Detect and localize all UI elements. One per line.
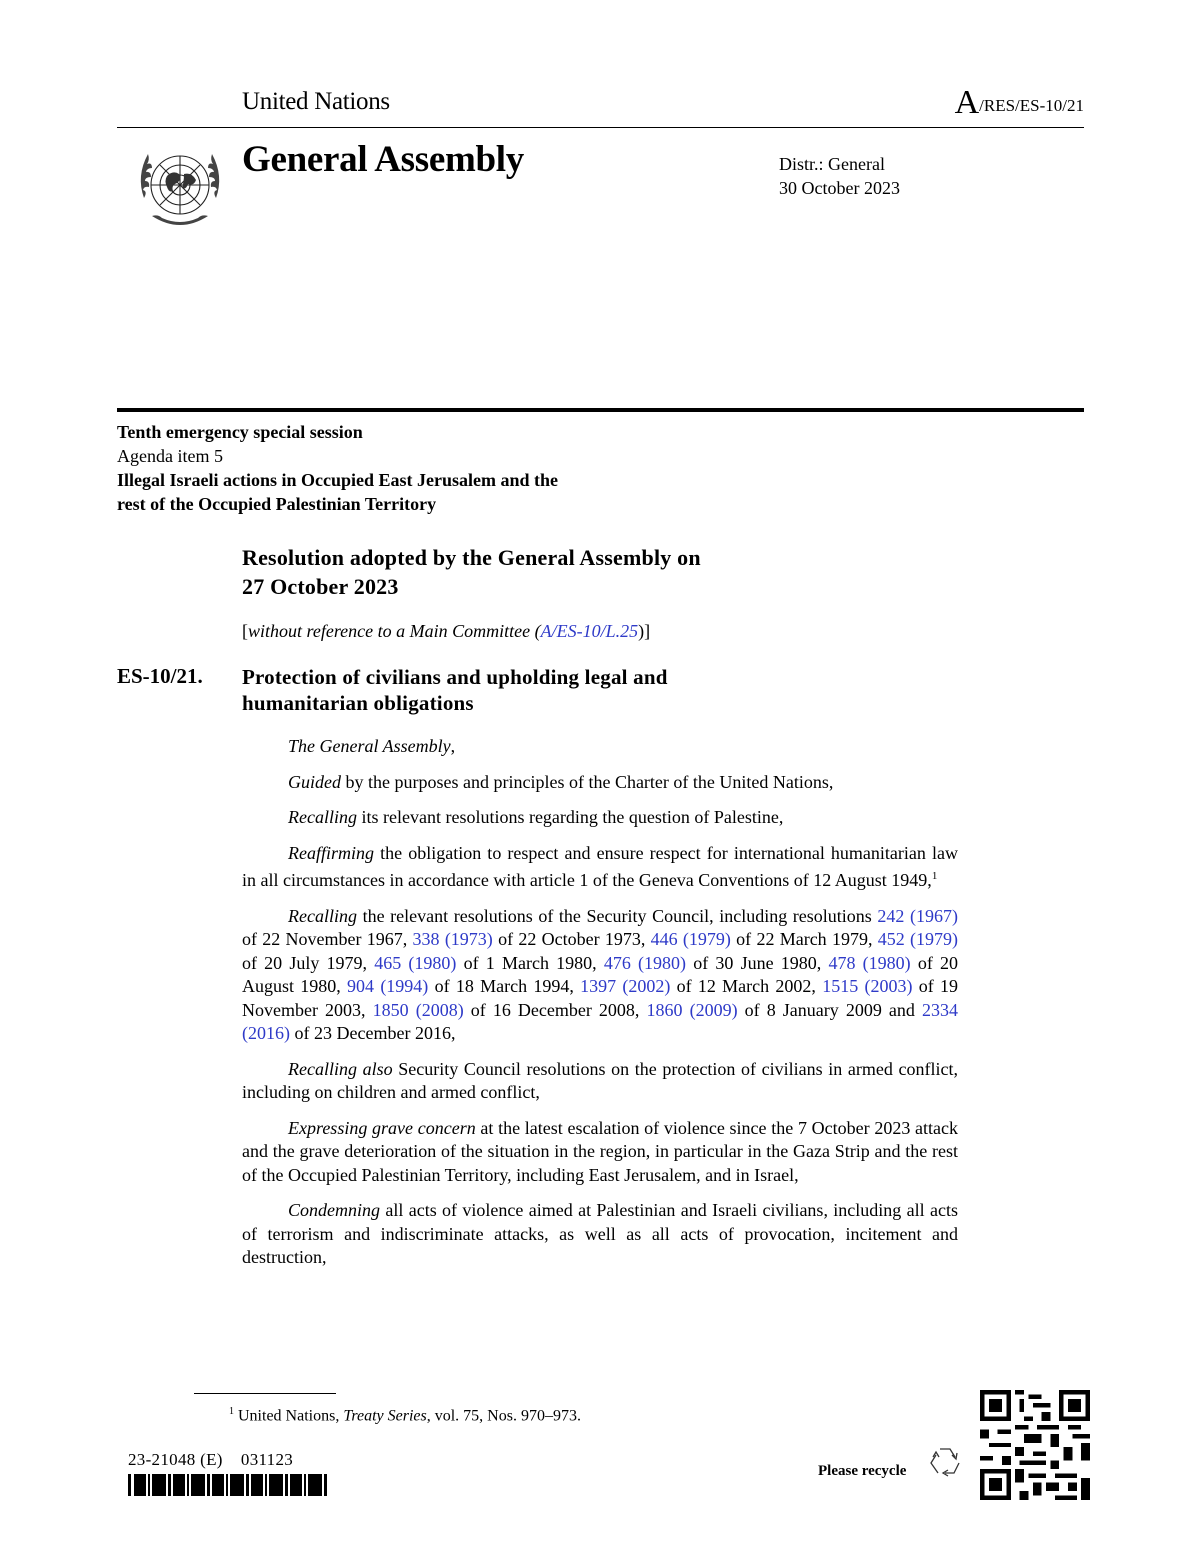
resolution-body: [242, 735, 958, 1282]
para-lead: Condemning: [288, 1200, 380, 1220]
resolution-link[interactable]: 1860 (2009): [646, 999, 738, 1020]
barcode-icon: [128, 1474, 328, 1496]
resolution-link[interactable]: 476 (1980): [603, 952, 687, 973]
footnote-ref: 1: [931, 870, 938, 882]
resolution-link[interactable]: 446 (1979): [650, 929, 731, 949]
para-text: of 18 March 1994,: [428, 976, 581, 996]
ref-bracket-open: [: [242, 621, 248, 641]
job-number: 23-21048 (E) 031123: [128, 1450, 294, 1469]
footnote-italic: Treaty Series: [343, 1407, 427, 1425]
resolution-link[interactable]: 338 (1973): [412, 929, 493, 949]
para-lead: Recalling: [288, 905, 357, 926]
para-lead: Reaffirming: [288, 842, 374, 863]
footnote-text: United Nations,: [234, 1407, 344, 1425]
committee-reference: [242, 621, 650, 642]
resolution-link[interactable]: 2334 (2016): [242, 999, 958, 1043]
document-symbol-rest: /RES/ES-10/21: [979, 96, 1084, 115]
ref-bracket-close: )]: [638, 621, 651, 641]
agenda-item-title-line-2: rest of the Occupied Palestinian Territory: [117, 494, 437, 514]
resolution-link[interactable]: 465 (1980): [374, 952, 457, 973]
draft-document-link[interactable]: A/ES-10/L.25: [540, 621, 639, 641]
issue-date: 30 October 2023: [779, 178, 900, 198]
para-lead: The General Assembly: [288, 736, 451, 756]
para-text: the relevant resolutions of the Security Council, including resolutions: [356, 905, 878, 926]
resolution-number: ES-10/21.: [117, 664, 203, 688]
para-text: at the latest escalation of violence since the 7 October 2023 attack and the grave deterioration of the situation in the region, in particular in the Gaza Strip and the rest of the Occupied Palestinian Territory, including East Jerusalem, and in Israel,: [242, 1117, 959, 1185]
footnote-rule: [194, 1393, 336, 1394]
recycle-icon: [926, 1443, 964, 1481]
footnote-mark: 1: [229, 1406, 234, 1417]
resolution-link[interactable]: 1850 (2008): [372, 999, 464, 1020]
footnote: [229, 1406, 581, 1425]
para-text: of 20 August 1980,: [242, 952, 959, 996]
document-symbol: [955, 84, 1084, 122]
preamble-paragraph: [242, 735, 958, 759]
footnote-text-end: , vol. 75, Nos. 970–973.: [426, 1407, 581, 1425]
recycle-label: Please recycle: [818, 1463, 907, 1479]
resolution-link[interactable]: 478 (1980): [828, 952, 911, 973]
para-text: of 30 June 1980,: [686, 952, 829, 973]
para-text: of 22 November 1967,: [242, 929, 413, 949]
para-text: of 16 December 2008,: [463, 999, 647, 1020]
preamble-paragraph: [242, 806, 958, 830]
resolution-link[interactable]: 904 (1994): [347, 976, 429, 996]
para-text: the obligation to respect and ensure respect for international humanitarian law in all circumstances in accordance with article 1 of the Geneva Conventions of 12 August 1949,: [242, 842, 958, 890]
para-text: of 22 October 1973,: [492, 929, 651, 949]
preamble-paragraph: [242, 1199, 958, 1270]
para-text: of 23 December 2016,: [290, 1023, 456, 1043]
preamble-paragraph: [242, 1058, 958, 1105]
resolution-subject: [242, 664, 668, 716]
resolution-subject-line-1: Protection of civilians and upholding legal and: [242, 665, 668, 689]
header-rule: [117, 127, 1084, 128]
ref-italic-text: without reference to a Main Committee: [248, 621, 531, 641]
para-text: of 20 July 1979,: [242, 952, 375, 973]
preamble-paragraph: [242, 771, 958, 795]
preamble-paragraph: [242, 905, 958, 1046]
resolution-link[interactable]: 242 (1967): [877, 905, 958, 926]
resolution-link[interactable]: 1515 (2003): [822, 976, 913, 996]
para-text: ,: [450, 736, 456, 756]
para-text: Security Council resolutions on the protection of civilians in armed conflict, including on children and armed conflict,: [242, 1058, 958, 1102]
preamble-paragraph: [242, 1117, 958, 1188]
para-text: all acts of violence aimed at Palestinian and Israeli civilians, including all acts of terrorism and indiscriminate attacks, as well as all acts of provocation, incitement and destruction,: [242, 1200, 958, 1267]
resolution-heading-line-1: Resolution adopted by the General Assembly on: [242, 545, 701, 570]
agenda-item-title-line-1: Illegal Israeli actions in Occupied East Jerusalem and the: [117, 470, 558, 490]
para-text: its relevant resolutions regarding the question of Palestine,: [356, 807, 784, 827]
organ-title: General Assembly: [242, 139, 524, 180]
qr-code-icon: [980, 1390, 1090, 1500]
para-text: by the purposes and principles of the Charter of the United Nations,: [341, 771, 834, 792]
para-text: of 1 March 1980,: [456, 952, 604, 973]
preamble-paragraph: [242, 842, 958, 893]
para-text: of 19 November 2003,: [242, 976, 958, 1020]
agenda-item: Agenda item 5: [117, 446, 223, 466]
session-title: Tenth emergency special session: [117, 422, 363, 442]
resolution-heading: [242, 543, 701, 601]
document-symbol-initial: A: [954, 84, 980, 121]
para-lead: Recalling: [288, 807, 357, 827]
resolution-link[interactable]: 452 (1979): [877, 929, 958, 949]
para-text: of 8 January 2009 and: [737, 999, 922, 1020]
resolution-subject-line-2: humanitarian obligations: [242, 691, 474, 715]
ref-paren: (: [530, 621, 541, 641]
distribution-label: Distr.: General: [779, 154, 885, 174]
resolution-link[interactable]: 1397 (2002): [580, 976, 671, 996]
distribution-block: [779, 152, 900, 200]
para-lead: Expressing grave concern: [288, 1117, 476, 1138]
para-text: of 12 March 2002,: [670, 976, 823, 996]
session-block: [117, 420, 558, 516]
para-text: of 22 March 1979,: [730, 929, 878, 949]
session-rule: [117, 408, 1084, 412]
header-org-name: United Nations: [242, 88, 390, 115]
para-lead: Recalling also: [288, 1058, 393, 1079]
resolution-heading-line-2: 27 October 2023: [242, 574, 399, 599]
para-lead: Guided: [288, 771, 341, 792]
un-emblem-icon: [122, 138, 238, 234]
